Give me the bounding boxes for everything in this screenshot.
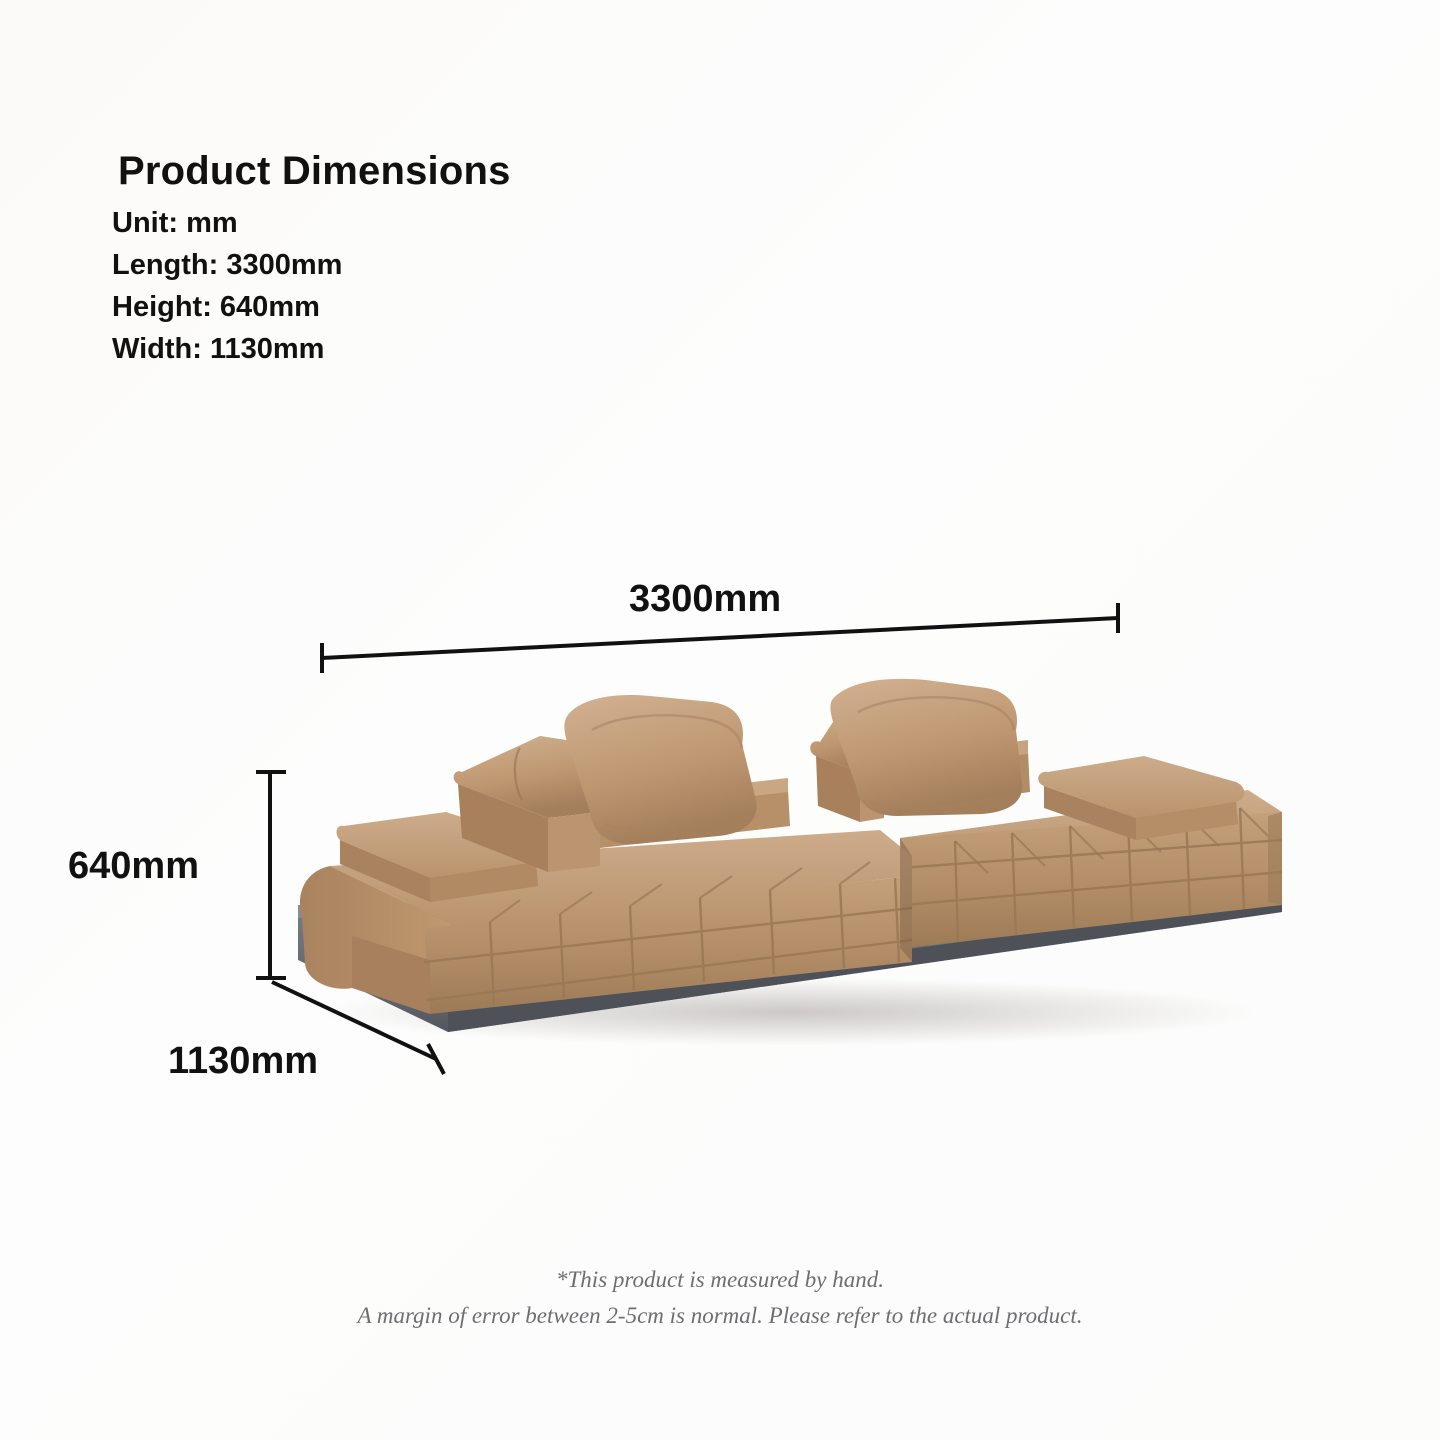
right-throw-pillow <box>830 679 1022 816</box>
disclaimer-line-2: A margin of error between 2-5cm is normal. Please refer to the actual product. <box>357 1302 1083 1328</box>
width-dimension-label: 1130mm <box>168 1040 319 1082</box>
disclaimer-line-1: *This product is measured by hand. <box>556 1267 884 1292</box>
length-dimension-label: 3300mm <box>629 578 782 620</box>
measurement-disclaimer <box>0 1262 1440 1333</box>
spec-width: Width: 1130mm <box>112 333 325 366</box>
spec-unit: Unit: mm <box>112 207 238 239</box>
left-throw-pillow <box>564 695 756 844</box>
dimension-line-height <box>256 772 286 978</box>
spec-length: Length: 3300mm <box>112 249 343 282</box>
height-dimension-label: 640mm <box>68 845 199 887</box>
spec-height: Height: 640mm <box>112 291 320 324</box>
page-title: Product Dimensions <box>118 149 511 193</box>
